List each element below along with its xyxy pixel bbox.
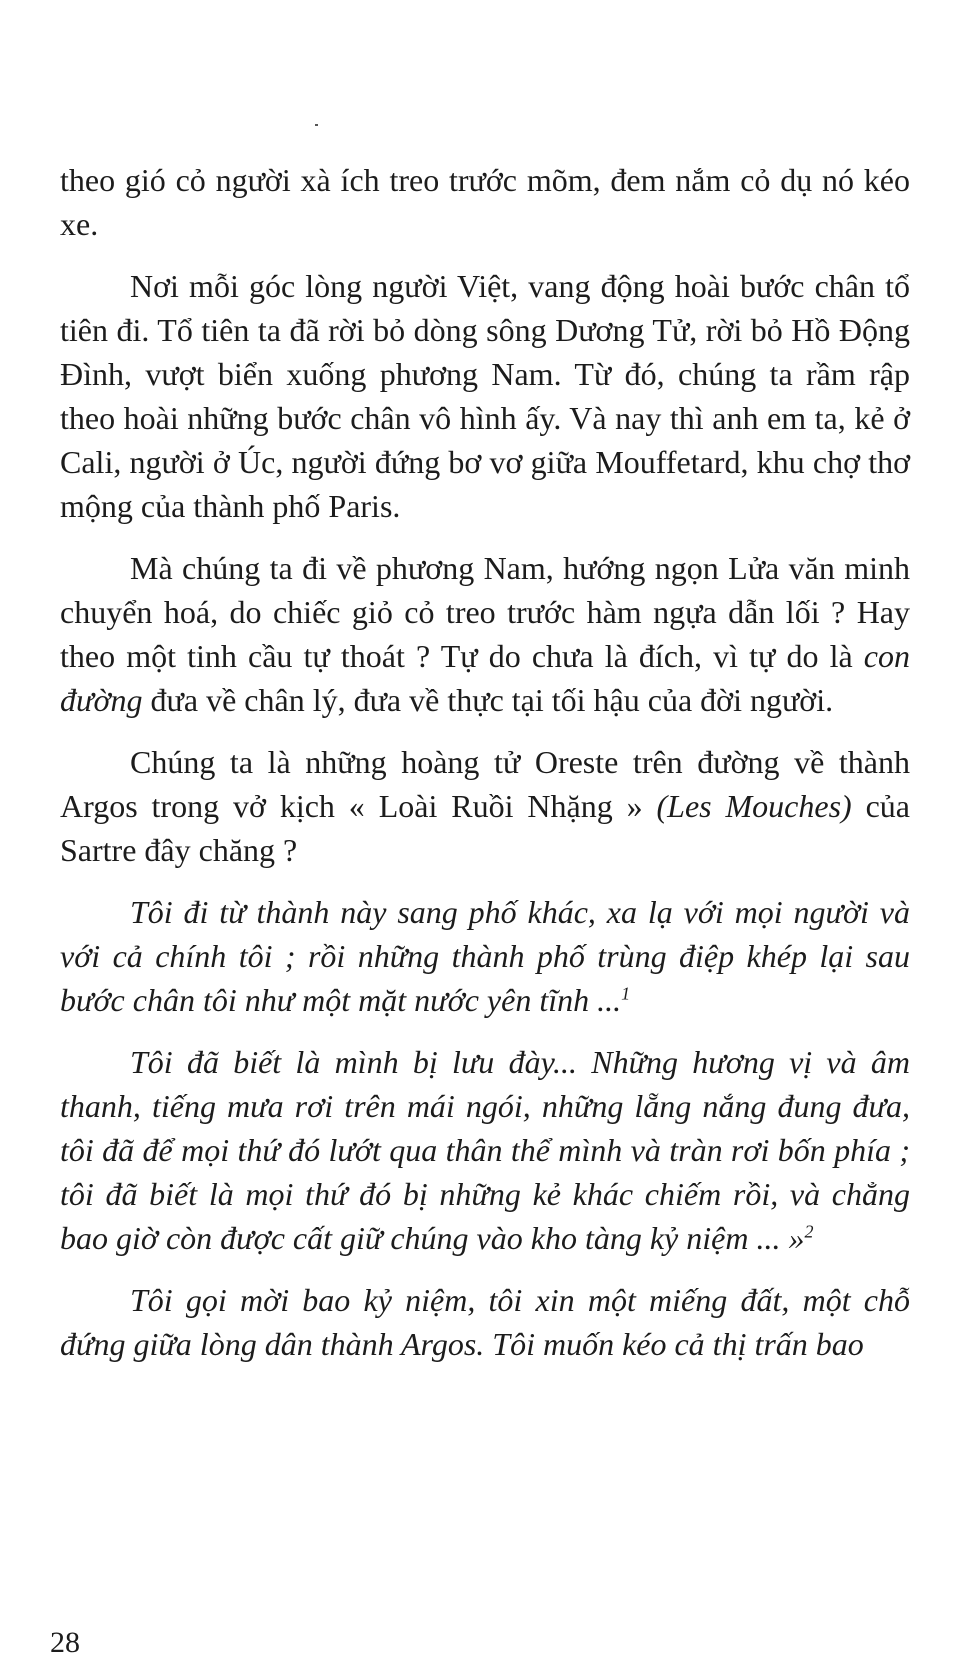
paragraph-text: Nơi mỗi góc lòng người Việt, vang động hoài bước chân tổ tiên đi. Tổ tiên ta đã rời bỏ dòng sông Dương Tử, rời bỏ Hồ Động Đình, vượt biển xuống phương Nam. Từ đó, chúng ta rầm rập theo hoài những bước chân vô hình ấy. Và nay thì anh em ta, kẻ ở Cali, người ở Úc, người đứng bơ vơ giữa Mouffetard, khu chợ thơ mộng của thành phố Paris.	[60, 268, 910, 524]
page-number: 28	[50, 1626, 80, 1659]
paragraph-continuation	[60, 158, 910, 246]
emphasis-text: con đường	[60, 638, 910, 718]
quote-text: Tôi đi từ thành này sang phố khác, xa lạ với mọi người và với cả chính tôi ; rồi những thành phố trùng điệp khép lại sau bước chân tôi như một mặt nước yên tĩnh ...	[60, 894, 910, 1018]
paragraph-freedom	[60, 546, 910, 722]
quote-text: Tôi đã biết là mình bị lưu đày... Những hương vị và âm thanh, tiếng mưa rơi trên mái ngói, những lẵng nắng đung đưa, tôi đã để mọi thứ đó lướt qua thân thể mình và tràn rơi bốn phía ; tôi đã biết là mọi thứ đó bị những kẻ khác chiếm rồi, và chẳng bao giờ còn được cất giữ chúng vào kho tàng kỷ niệm ... »	[60, 1044, 910, 1256]
quote-paragraph-2	[60, 1040, 910, 1260]
paragraph-ancestors	[60, 264, 910, 528]
paragraph-oreste	[60, 740, 910, 872]
body-text	[60, 158, 910, 1384]
paragraph-text: Chúng ta là những hoàng tử Oreste trên đường về thành Argos trong vở kịch « Loài Ruồi Nhặng »	[60, 744, 910, 824]
scan-speck	[315, 124, 318, 126]
paragraph-text: của Sartre đây chăng ?	[60, 788, 911, 868]
emphasis-text: (Les Mouches)	[656, 788, 852, 824]
footnote-marker: 1	[621, 983, 631, 1004]
paragraph-text: theo gió cỏ người xà ích treo trước mõm, đem nắm cỏ dụ nó kéo xe.	[60, 162, 910, 242]
paragraph-text: Mà chúng ta đi về phương Nam, hướng ngọn Lửa văn minh chuyển hoá, do chiếc giỏ cỏ treo trước hàm ngựa dẫn lối ? Hay theo một tinh cầu tự thoát ? Tự do chưa là đích, vì tự do là	[60, 550, 910, 674]
paragraph-text: đưa về chân lý, đưa về thực tại tối hậu của đời người.	[142, 682, 834, 718]
quote-paragraph-3	[60, 1278, 910, 1366]
quote-paragraph-1	[60, 890, 910, 1022]
footnote-marker: 2	[804, 1221, 814, 1242]
quote-text: Tôi gọi mời bao kỷ niệm, tôi xin một miếng đất, một chỗ đứng giữa lòng dân thành Argos. Tôi muốn kéo cả thị trấn bao	[60, 1282, 910, 1362]
